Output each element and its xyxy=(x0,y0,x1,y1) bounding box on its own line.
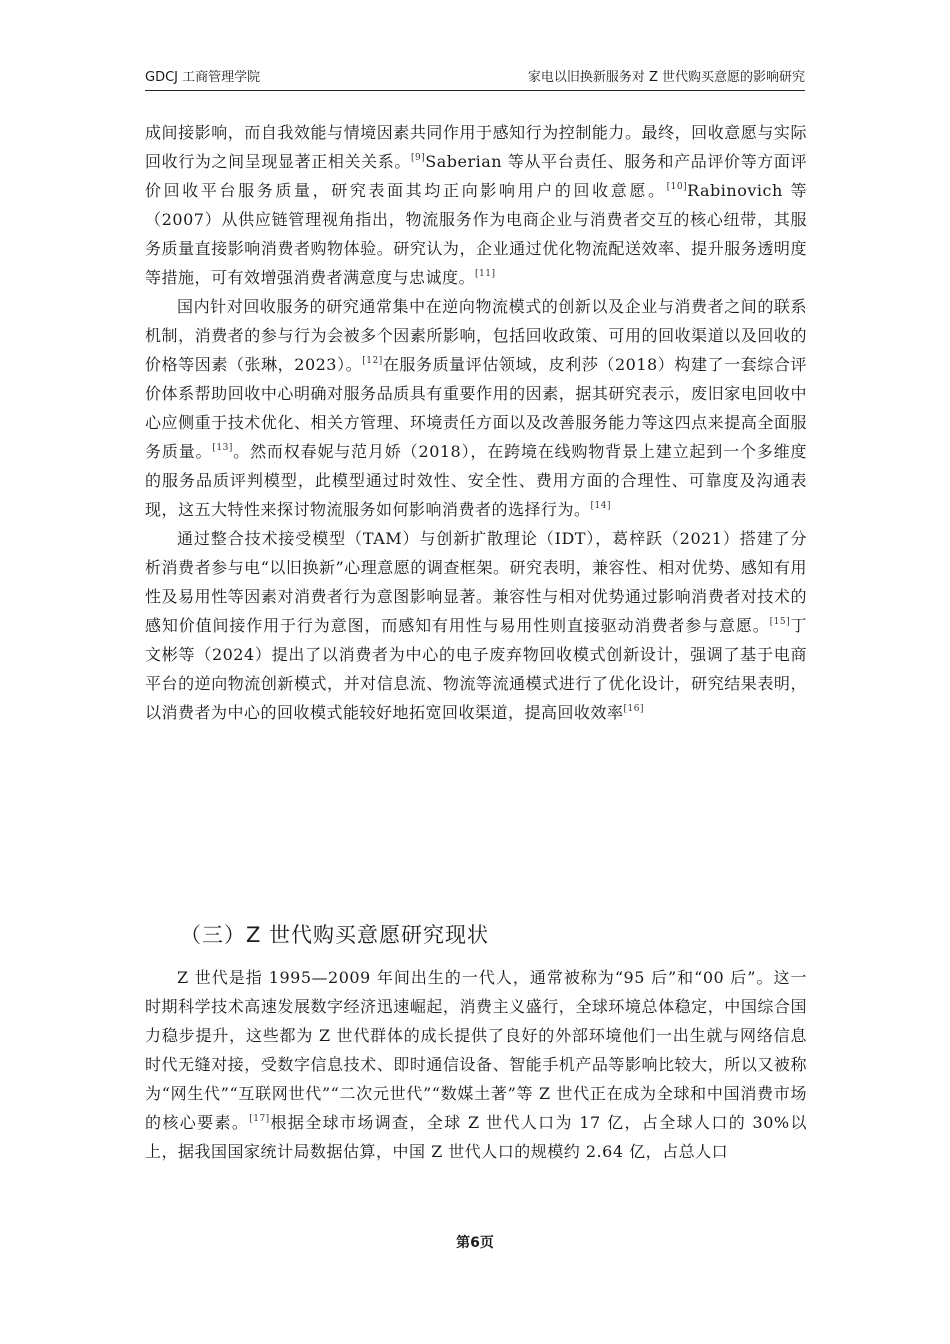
sentence: 成间接影响，而自我效能与情境因素共同作用于感知行为控制能力。最终，回收意愿与实际回收行为之间呈现显著正相关关系。 xyxy=(145,123,807,171)
sentence: 通过整合技术接受模型（TAM）与创新扩散理论（IDT），葛梓跃（2021）搭建了分析消费者参与电“以旧换新”心理意愿的调查框架。研究表明，兼容性、相对优势、感知有用性及易用性等因素对消费者行为意图影响显著。兼容性与相对优势通过影响消费者对技术的感知价值间接作用于行为意图，而感知有用性与易用性则直接驱动消费者参与意愿。 xyxy=(145,529,807,635)
citation: [12] xyxy=(362,356,383,366)
citation: [9] xyxy=(411,153,426,163)
section-heading: （三）Z 世代购买意愿研究现状 xyxy=(180,923,490,947)
sentence: 丁文彬等（2024）提出了以消费者为中心的电子废弃物回收模式创新设计，强调了基于电商平台的逆向物流创新模式，并对信息流、物流等流通模式进行了优化设计，研究结果表明，以消费者为中心的回收模式能较好地拓宽回收渠道，提高回收效率 xyxy=(145,616,807,722)
paragraph xyxy=(145,118,807,292)
sentence: 根据全球市场调查，全球 Z 世代人口为 17 亿，占全球人口的 30%以上，据我国国家统计局数据估算，中国 Z 世代人口的规模约 2.64 亿，占总人口 xyxy=(145,1113,807,1161)
sentence: 。然而权春妮与范月娇（2018），在跨境在线购物背景上建立起到一个多维度的服务品质评判模型，此模型通过时效性、安全性、费用方面的合理性、可靠度及沟通表现，这五大特性来探讨物流服务如何影响消费者的选择行为。 xyxy=(145,442,807,519)
page-number: 第6页 xyxy=(456,1235,494,1251)
citation: [10] xyxy=(666,182,688,192)
sentence: 国内针对回收服务的研究通常集中在逆向物流模式的创新以及企业与消费者之间的联系机制，消费者的参与行为会被多个因素所影响，包括回收政策、可用的回收渠道以及回收的价格等因素（张琳，2023）。 xyxy=(145,297,807,374)
citation: [13] xyxy=(212,443,233,453)
citation: [14] xyxy=(590,501,611,511)
paragraph xyxy=(145,292,807,524)
paragraph xyxy=(145,963,807,1166)
citation: [11] xyxy=(475,269,496,279)
sentence: Rabinovich 等（2007）从供应链管理视角指出，物流服务作为电商企业与消费者交互的核心纽带，其服务质量直接影响消费者购物体验。研究认为，企业通过优化物流配送效率、提升服务透明度等措施，可有效增强消费者满意度与忠诚度。 xyxy=(145,181,807,287)
citation: [16] xyxy=(623,704,644,714)
sentence: Saberian 等从平台责任、服务和产品评价等方面评价回收平台服务质量，研究表面其均正向影响用户的回收意愿。 xyxy=(145,152,807,200)
header-institution: GDCJ 工商管理学院 xyxy=(145,70,261,85)
section-body xyxy=(145,963,807,1166)
sentence: 在服务质量评估领域，皮利莎（2018）构建了一套综合评价体系帮助回收中心明确对服务品质具有重要作用的因素，据其研究表示，废旧家电回收中心应侧重于技术优化、相关方管理、环境责任方面以及改善服务能力等这四点来提高全面服务质量。 xyxy=(145,355,807,461)
page-header xyxy=(145,68,805,91)
header-paper-title: 家电以旧换新服务对 Z 世代购买意愿的影响研究 xyxy=(527,70,805,85)
citation: [17] xyxy=(249,1114,270,1124)
sentence: Z 世代是指 1995—2009 年间出生的一代人，通常被称为“95 后”和“00 后”。这一时期科学技术高速发展数字经济迅速崛起，消费主义盛行，全球环境总体稳定，中国综合国力稳步提升，这些都为 Z 世代群体的成长提供了良好的外部环境他们一出生就与网络信息时代无缝对接，受数字信息技术、即时通信设备、智能手机产品等影响比较大，所以又被称为“网生代”“互联网世代”“二次元世代”“数媒土著”等 Z 世代正在成为全球和中国消费市场的核心要素。 xyxy=(145,968,807,1132)
body-text xyxy=(145,118,807,727)
paragraph xyxy=(145,524,807,727)
citation: [15] xyxy=(769,617,791,627)
